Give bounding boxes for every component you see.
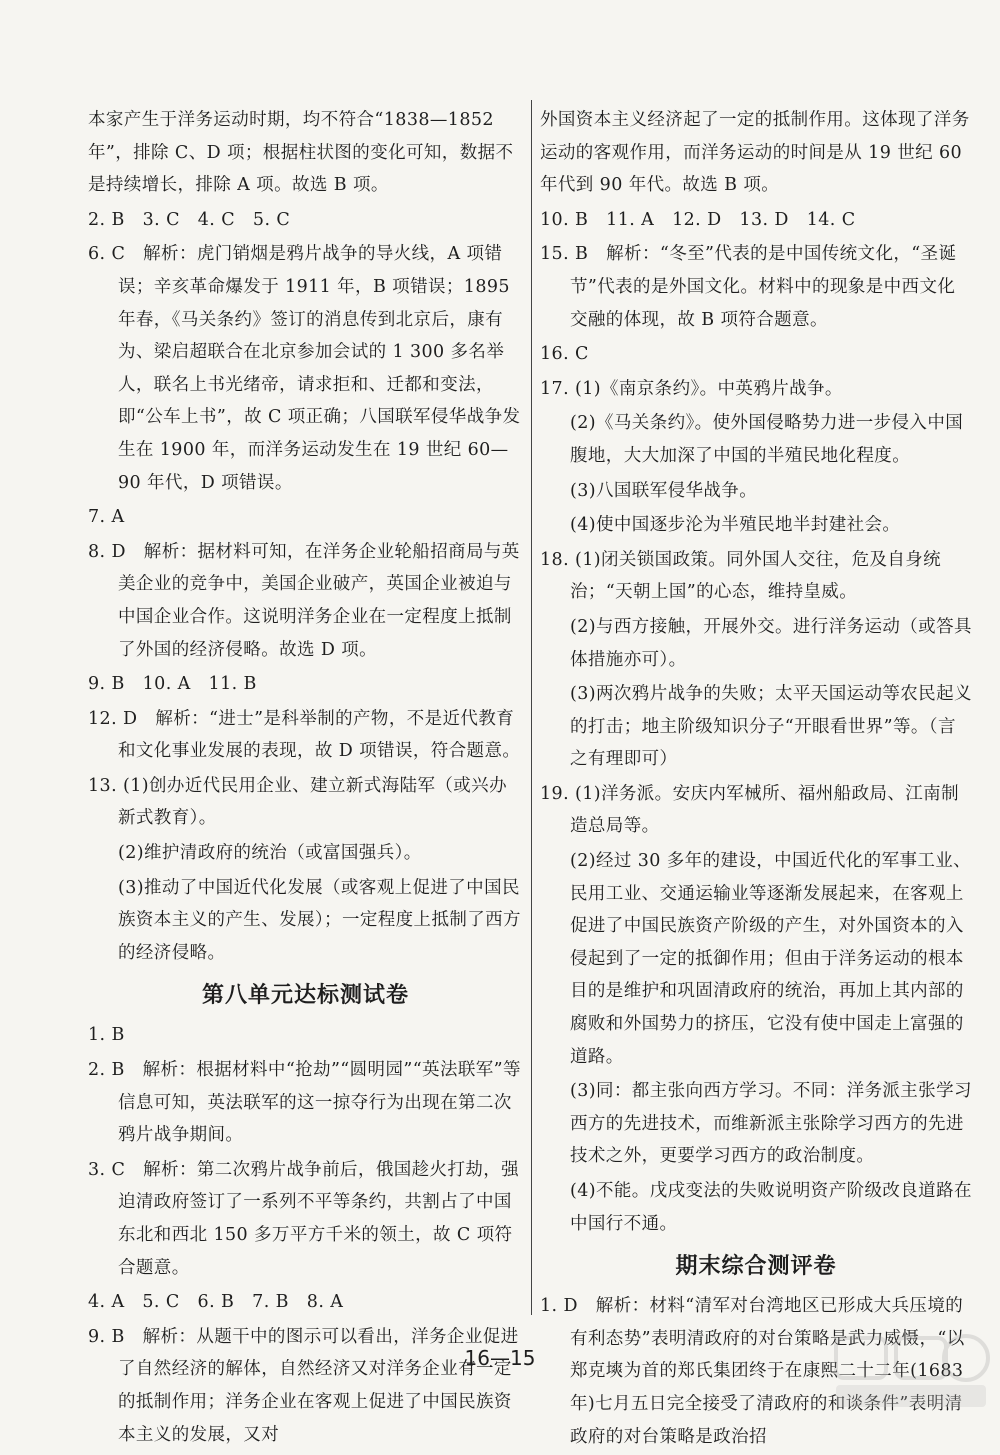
left-column (88, 104, 523, 1453)
answer-line: 7. A (88, 507, 125, 528)
answer-item: 17. (1)《南京条约》。中英鸦片战争。 (540, 378, 843, 399)
watermark-logo-icon (826, 1323, 996, 1413)
answer-subitem: (2)《马关条约》。使外国侵略势力进一步侵入中国腹地，大大加深了中国的半殖民地化程度。 (570, 413, 964, 466)
answer-item: 2. B 解析：根据材料中“抢劫”“圆明园”“英法联军”等信息可知，英法联军的这一掠夺行为出现在第二次鸦片战争期间。 (88, 1060, 521, 1146)
answer-item: 1. D 解析：材料“清军对台湾地区已形成大兵压境的有利态势”表明清政府的对台策略是武力威慑，“以郑克塽为首的郑氏集团终于在康熙二十二年(1683 年)七月五日完全接受了清政府的和谈条件”表明清政府的对台策略是政治招 (540, 1296, 965, 1447)
paragraph: 外国资本主义经济起了一定的抵制作用。这体现了洋务运动的客观作用，而洋务运动的时间是从 19 世纪 60 年代到 90 年代。故选 B 项。 (540, 110, 970, 196)
answer-item: 6. C 解析：虎门销烟是鸦片战争的导火线，A 项错误；辛亥革命爆发于 1911 年，B 项错误；1895 年春，《马关条约》签订的消息传到北京后，康有为、梁启超联合在北京参加会试的 1 300 多名举人，联名上书光绪帝，请求拒和、迁都和变法，即“公车上书”，故 C 项正确；八国联军侵华战争发生在 1900 年，而洋务运动发生在 19 世纪 60—90 年代，D 项错误。 (88, 244, 521, 493)
answer-line: 10. B 11. A 12. D 13. D 14. C (540, 209, 856, 230)
section-heading: 期末综合测评卷 (675, 1254, 837, 1280)
answer-line: 2. B 3. C 4. C 5. C (88, 209, 291, 230)
answer-subitem: (3)推动了中国近代化发展（或客观上促进了中国民族资本主义的产生、发展）；一定程度上抵制了西方的经济侵略。 (118, 877, 521, 963)
answer-subitem: (3)八国联军侵华战争。 (570, 480, 758, 501)
answer-subitem: (4)不能。戊戌变法的失败说明资产阶级改良道路在中国行不通。 (570, 1181, 972, 1234)
answer-line: 4. A 5. C 6. B 7. B 8. A (88, 1292, 344, 1313)
answer-item: 3. C 解析：第二次鸦片战争前后，俄国趁火打劫，强迫清政府签订了一系列不平等条约，共割占了中国东北和西北 150 多万平方千米的领土，故 C 项符合题意。 (88, 1159, 520, 1278)
answer-item: 8. D 解析：据材料可知，在洋务企业轮船招商局与英美企业的竞争中，美国企业破产，英国企业被迫与中国企业合作。这说明洋务企业在一定程度上抵制了外国的经济侵略。故选 D 项。 (88, 541, 520, 660)
answer-item: 9. B 解析：从题干中的图示可以看出，洋务企业促进了自然经济的解体，自然经济又对洋务企业有一定的抵制作用；洋务企业在客观上促进了中国民族资本主义的发展，又对 (88, 1326, 519, 1445)
answer-item: 19. (1)洋务派。安庆内军械所、福州船政局、江南制造总局等。 (540, 783, 959, 837)
column-divider (531, 100, 532, 1315)
right-column (540, 104, 972, 1455)
answer-item: 18. (1)闭关锁国政策。同外国人交往，危及自身统治；“天朝上国”的心态，维持皇威。 (540, 549, 942, 603)
answer-subitem: (3)同：都主张向西方学习。不同：洋务派主张学习西方的先进技术，而维新派主张除学习西方的先进技术之外，更要学习西方的政治制度。 (570, 1081, 972, 1167)
answer-subitem: (2)经过 30 多年的建设，中国近代化的军事工业、民用工业、交通运输业等逐渐发展起来，在客观上促进了中国民族资产阶级的产生，对外国资本的入侵起到了一定的抵御作用；但由于洋务运动的根本目的是维护和巩固清政府的统治，再加上其内部的腐败和外国势力的挤压，它没有使中国走上富强的道路。 (570, 851, 972, 1067)
answer-line: 16. C (540, 344, 589, 365)
answer-subitem: (4)使中国逐步沦为半殖民地半封建社会。 (570, 515, 901, 536)
answer-line: 1. B (88, 1025, 125, 1046)
answer-subitem: (2)与西方接触，开展外交。进行洋务运动（或答具体措施亦可）。 (570, 616, 972, 670)
answer-item: 13. (1)创办近代民用企业、建立新式海陆军（或兴办新式教育）。 (88, 775, 507, 829)
section-heading: 第八单元达标测试卷 (201, 983, 409, 1009)
paragraph: 本家产生于洋务运动时期，均不符合“1838—1852 年”，排除 C、D 项；根据柱状图的变化可知，数据不是持续增长，排除 A 项。故选 B 项。 (88, 110, 514, 196)
answer-item: 15. B 解析：“冬至”代表的是中国传统文化，“圣诞节”代表的是外国文化。材料中的现象是中西文化交融的体现，故 B 项符合题意。 (540, 244, 957, 330)
answer-subitem: (2)维护清政府的统治（或富国强兵）。 (118, 843, 422, 864)
answer-item: 12. D 解析：“进士”是科举制的产物，不是近代教育和文化事业发展的表现，故 D 项错误，符合题意。 (88, 708, 521, 762)
answer-line: 9. B 10. A 11. B (88, 674, 257, 695)
answer-subitem: (3)两次鸦片战争的失败；太平天国运动等农民起义的打击；地主阶级知识分子“开眼看世界”等。（言之有理即可） (570, 684, 972, 770)
page-number: 16—15 (464, 1346, 536, 1370)
